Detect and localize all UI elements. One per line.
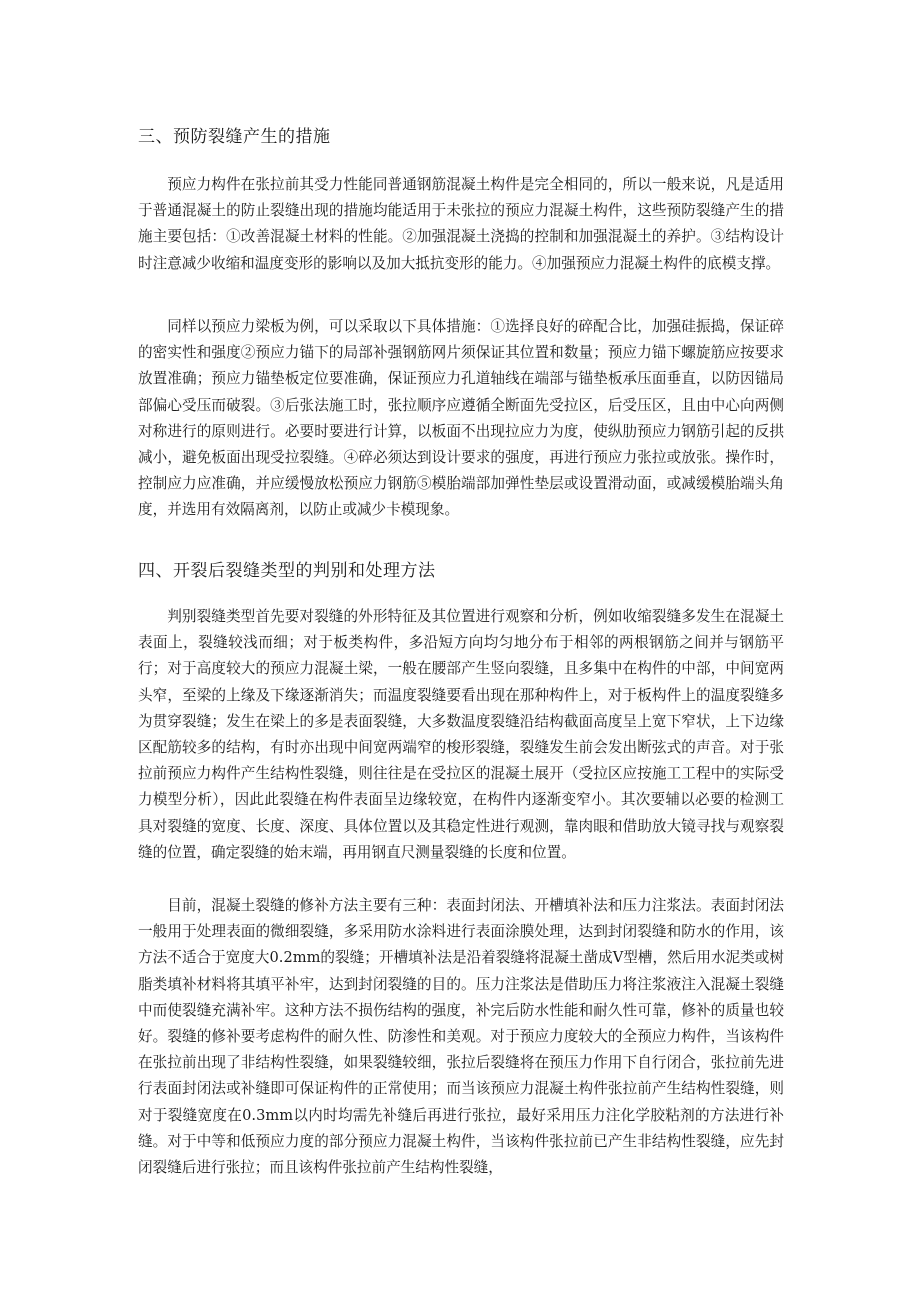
section-heading-prevention: 三、预防裂缝产生的措施 (138, 127, 331, 147)
section-heading-crack-identification: 四、开裂后裂缝类型的判别和处理方法 (138, 561, 436, 581)
paragraph-prevention-general: 预应力构件在张拉前其受力性能同普通钢筋混凝土构件是完全相同的，所以一般来说，凡是适用于普通混凝土的防止裂缝出现的措施均能适用于未张拉的预应力混凝土构件，这些预防裂缝产生的措施主要包括：①改善混凝土材料的性能。②加强混凝土浇捣的控制和加强混凝土的养护。③结构设计时注意减少收缩和温度变形的影响以及加大抵抗变形的能力。④加强预应力混凝土构件的底模支撑。 (138, 176, 784, 272)
paragraph-crack-type-identification: 判别裂缝类型首先要对裂缝的外形特征及其位置进行观察和分析，例如收缩裂缝多发生在混凝土表面上，裂缝较浅而细；对于板类构件，多沿短方向均匀地分布于相邻的两根钢筋之间并与钢筋平行；对于高度较大的预应力混凝土梁，一般在腰部产生竖向裂缝，且多集中在构件的中部，中间宽两头窄，至梁的上缘及下缘逐渐消失；而温度裂缝要看出现在那种构件上，对于板构件上的温度裂缝多为贯穿裂缝；发生在梁上的多是表面裂缝，大多数温度裂缝沿结构截面高度呈上宽下窄状，上下边缘区配筋较多的结构，有时亦出现中间宽两端窄的梭形裂缝，裂缝发生前会发出断弦式的声音。对于张拉前预应力构件产生结构性裂缝，则往往是在受拉区的混凝土展开（受拉区应按施工工程中的实际受力模型分析），因此此裂缝在构件表面呈边缘较宽，在构件内逐渐变窄小。其次要辅以必要的检测工具对裂缝的宽度、长度、深度、具体位置以及其稳定性进行观测，靠肉眼和借助放大镜寻找与观察裂缝的位置，确定裂缝的始末端，再用钢直尺测量裂缝的长度和位置。 (138, 608, 784, 861)
paragraph-prevention-specific-measures: 同样以预应力梁板为例，可以采取以下具体措施：①选择良好的碎配合比，加强硅振捣，保证碎的密实性和强度②预应力锚下的局部补强钢筋网片须保证其位置和数量；预应力锚下螺旋筋应按要求放置准确；预应力锚垫板定位要准确，保证预应力孔道轴线在端部与锚垫板承压面垂直，以防因锚局部偏心受压而破裂。③后张法施工时，张拉顺序应遵循全断面先受拉区，后受压区，且由中心向两侧对称进行的原则进行。必要时要进行计算，以板面不出现拉应力为度，使纵肋预应力钢筋引起的反拱减小，避免板面出现受拉裂缝。④碎必须达到设计要求的强度，再进行预应力张拉或放张。操作时，控制应力应准确，并应缓慢放松预应力钢筋⑤模胎端部加弹性垫层或设置滑动面，或减缓模胎端头角度，并选用有效隔离剂，以防止或减少卡模现象。 (138, 318, 784, 519)
paragraph-crack-repair-methods: 目前，混凝土裂缝的修补方法主要有三种：表面封闭法、开槽填补法和压力注浆法。表面封闭法一般用于处理表面的微细裂缝，多采用防水涂料进行表面涂膜处理，达到封闭裂缝和防水的作用，该方法不适合于宽度大0.2mm的裂缝；开槽填补法是沿着裂缝将混凝土凿成V型槽，然后用水泥类或树脂类填补材料将其填平补牢，达到封闭裂缝的目的。压力注浆法是借助压力将注浆液注入混凝土裂缝中而使裂缝充满补牢。这种方法不损伤结构的强度，补完后防水性能和耐久性可靠，修补的质量也较好。裂缝的修补要考虑构件的耐久性、防渗性和美观。对于预应力度较大的全预应力构件，当该构件在张拉前出现了非结构性裂缝，如果裂缝较细，张拉后裂缝将在预压力作用下自行闭合，张拉前先进行表面封闭法或补缝即可保证构件的正常使用；而当该预应力混凝土构件张拉前产生结构性裂缝，则对于裂缝宽度在0.3mm以内时均需先补缝后再进行张拉，最好采用压力注化学胶粘剂的方法进行补缝。对于中等和低预应力度的部分预应力混凝土构件，当该构件张拉前已产生非结构性裂缝，应先封闭裂缝后进行张拉；而且该构件张拉前产生结构性裂缝， (138, 897, 784, 1177)
